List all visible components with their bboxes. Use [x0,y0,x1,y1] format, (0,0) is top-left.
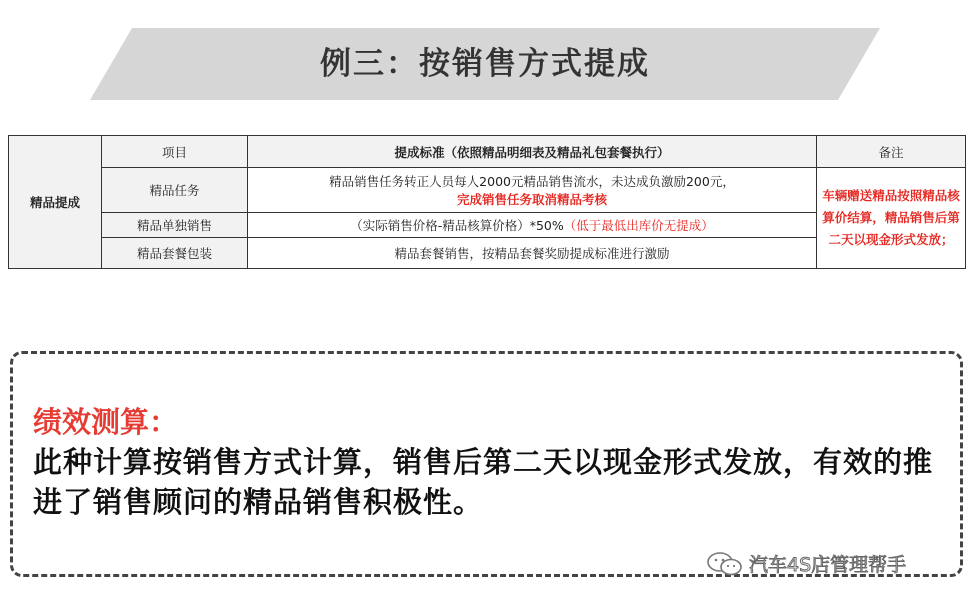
title-banner [90,28,880,100]
row-item: 精品任务 [102,168,248,213]
row-item: 精品套餐包装 [102,238,248,269]
table-header-row [9,136,966,168]
row-standard: 精品套餐销售，按精品套餐奖励提成标准进行激励 [248,238,817,269]
category-cell: 精品提成 [9,136,102,269]
standard-formula: （实际销售价格-精品核算价格）*50% [350,218,564,233]
calc-body: 此种计算按销售方式计算，销售后第二天以现金形式发放，有效的推进了销售顾问的精品销售积极性。 [33,445,934,519]
page-title: 例三：按销售方式提成 [320,46,650,82]
watermark [705,550,906,577]
header-standard: 提成标准（依照精品明细表及精品礼包套餐执行） [248,136,817,168]
performance-calc-box [10,351,963,577]
row-standard [248,213,817,238]
standard-highlight: 完成销售任务取消精品考核 [456,192,607,207]
header-item: 项目 [102,136,248,168]
row-item: 精品单独销售 [102,213,248,238]
note-text: 车辆赠送精品按照精品核算价结算，精品销售后第二天以现金形式发放； [822,188,960,247]
wechat-icon [705,551,745,577]
row-standard [248,168,817,213]
watermark-text: 汽车4S店管理帮手 [749,554,907,576]
standard-line: 精品销售任务转正人员每人2000元精品销售流水，未达成负激励200元， [329,174,735,189]
note-cell [817,168,966,269]
calc-title: 绩效测算： [33,405,179,439]
commission-table [8,135,966,269]
standard-condition: （低于最低出库价无提成） [563,218,714,233]
header-note: 备注 [817,136,966,168]
table-row [9,168,966,213]
